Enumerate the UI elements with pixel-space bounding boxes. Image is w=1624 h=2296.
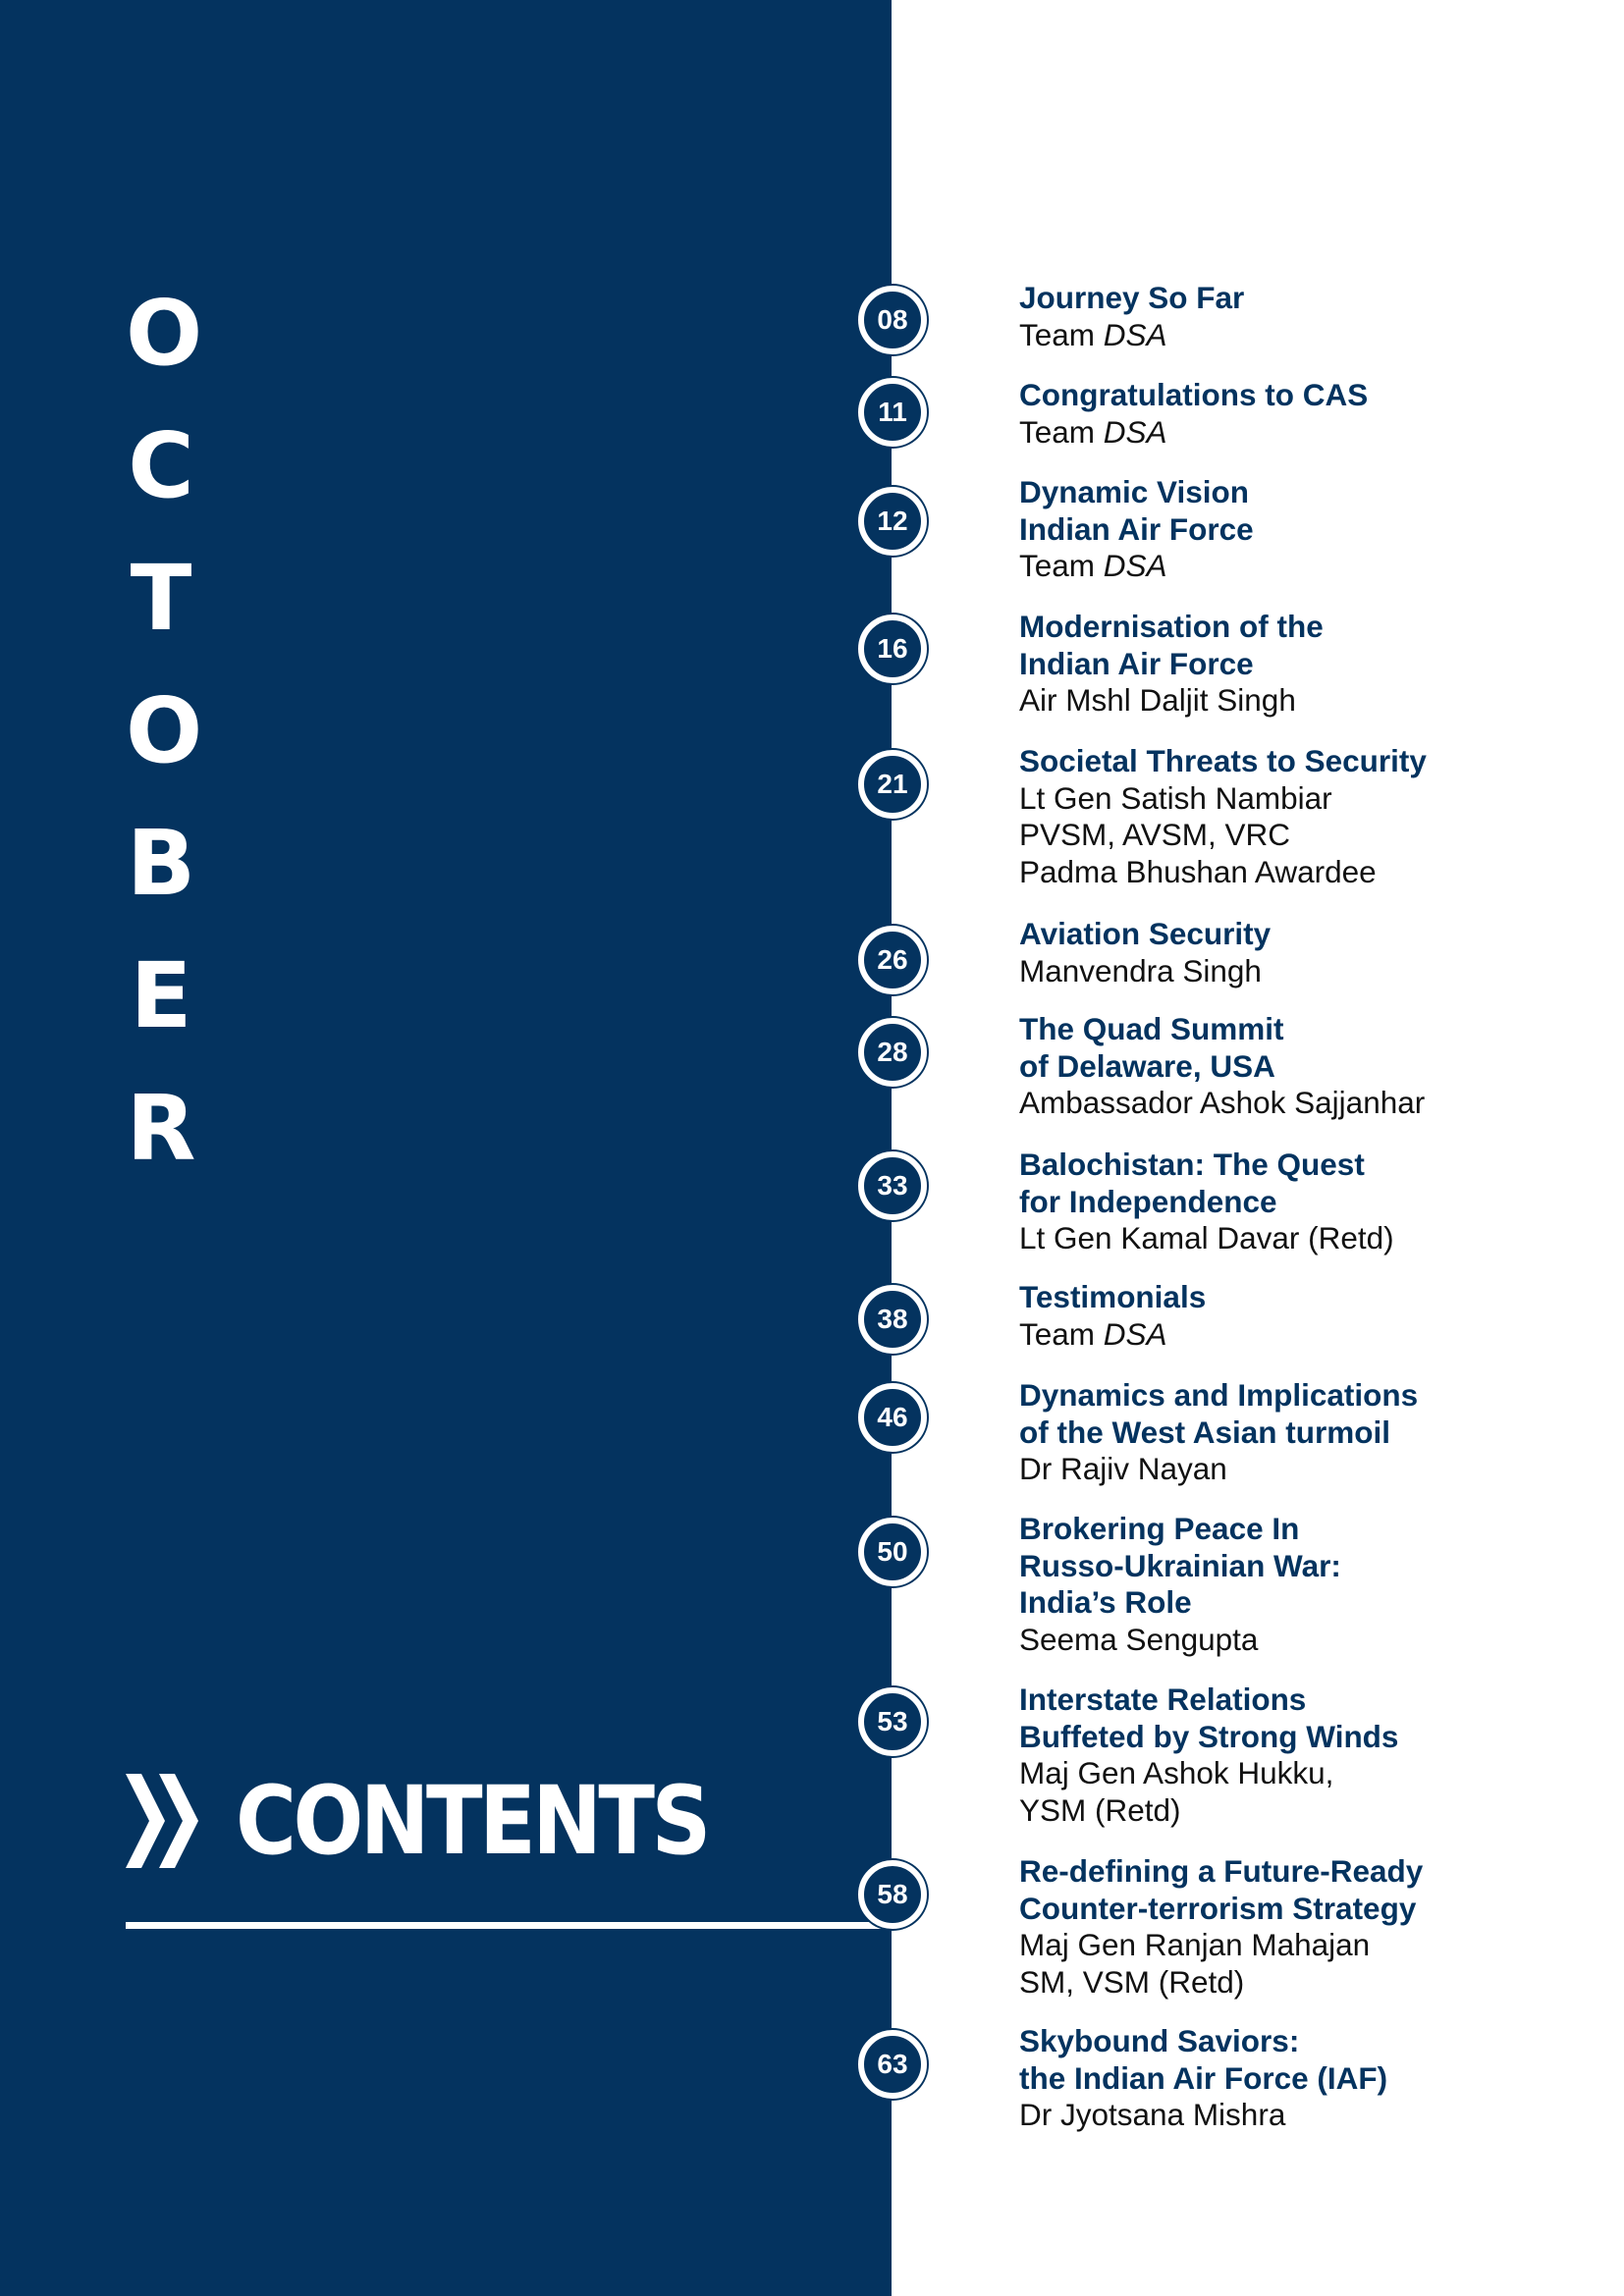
article-title: India’s Role	[1019, 1584, 1192, 1620]
article-title: Counter-terrorism Strategy	[1019, 1890, 1417, 1926]
toc-entry[interactable]	[1019, 609, 1608, 720]
article-title: Brokering Peace In	[1019, 1511, 1300, 1546]
month-letter: O	[126, 678, 203, 783]
article-title: Dynamics and Implications	[1019, 1377, 1419, 1413]
author-text: Ambassador Ashok Sajjanhar	[1019, 1085, 1426, 1120]
page-number-badge: 58	[858, 1860, 927, 1929]
author-text: Padma Bhushan Awardee	[1019, 853, 1377, 889]
article-title: Dynamic Vision	[1019, 474, 1250, 509]
article-author	[1019, 953, 1608, 990]
article-author	[1019, 682, 1608, 720]
article-title: The Quad Summit	[1019, 1011, 1284, 1046]
article-author	[1019, 854, 1608, 891]
article-title: Journey So Far	[1019, 280, 1245, 315]
contents-title: CONTENTS	[236, 1766, 708, 1876]
publication-name: DSA	[1103, 316, 1167, 352]
author-text: YSM (Retd)	[1019, 1791, 1181, 1828]
article-author	[1019, 780, 1608, 818]
month-letter: C	[128, 413, 194, 518]
article-author	[1019, 1220, 1608, 1257]
month-letter: R	[126, 1076, 196, 1181]
article-title: Balochistan: The Quest	[1019, 1147, 1365, 1182]
article-author	[1019, 1451, 1608, 1488]
article-title: Aviation Security	[1019, 916, 1272, 951]
page-number-badge: 38	[858, 1285, 927, 1354]
article-title: for Independence	[1019, 1183, 1277, 1219]
toc-entry[interactable]	[1019, 1682, 1608, 1829]
page-number-badge: 21	[858, 750, 927, 819]
page-number-badge: 16	[858, 614, 927, 683]
toc-entry[interactable]	[1019, 916, 1608, 989]
article-title: Russo-Ukrainian War:	[1019, 1547, 1341, 1583]
author-text: Manvendra Singh	[1019, 952, 1262, 988]
author-text: Maj Gen Ranjan Mahajan	[1019, 1927, 1371, 1962]
page-number-badge: 50	[858, 1518, 927, 1586]
article-author	[1019, 1755, 1608, 1792]
article-title: Modernisation of the	[1019, 609, 1324, 644]
author-text: Team	[1019, 1315, 1104, 1352]
article-author	[1019, 817, 1608, 854]
toc-entry[interactable]	[1019, 743, 1608, 890]
article-title: Interstate Relations	[1019, 1682, 1307, 1717]
author-text: Lt Gen Satish Nambiar	[1019, 779, 1332, 816]
author-text: Dr Jyotsana Mishra	[1019, 2097, 1286, 2132]
publication-name: DSA	[1103, 1315, 1167, 1352]
article-title: Testimonials	[1019, 1279, 1207, 1314]
article-author	[1019, 1792, 1608, 1830]
author-text: Team	[1019, 413, 1104, 450]
toc-entry[interactable]	[1019, 474, 1608, 585]
article-title: of Delaware, USA	[1019, 1047, 1275, 1084]
page-number-badge: 46	[858, 1383, 927, 1452]
author-text: PVSM, AVSM, VRC	[1019, 817, 1290, 852]
author-text: Lt Gen Kamal Davar (Retd)	[1019, 1220, 1394, 1255]
article-title: Indian Air Force	[1019, 510, 1254, 547]
author-text: Team	[1019, 316, 1104, 352]
article-title: Societal Threats to Security	[1019, 743, 1427, 778]
article-author	[1019, 1622, 1608, 1659]
toc-entry[interactable]	[1019, 2023, 1608, 2134]
page-number-badge: 11	[858, 378, 927, 447]
month-letter: E	[130, 943, 192, 1048]
toc-entry[interactable]	[1019, 1853, 1608, 2001]
article-author	[1019, 1927, 1608, 1964]
page-number-badge: 28	[858, 1018, 927, 1087]
author-text: SM, VSM (Retd)	[1019, 1963, 1245, 2000]
author-text: Seema Sengupta	[1019, 1621, 1259, 1657]
month-letter: B	[126, 811, 196, 916]
author-text: Team	[1019, 548, 1104, 583]
article-title: Buffeted by Strong Winds	[1019, 1718, 1399, 1754]
author-text: Air Mshl Daljit Singh	[1019, 682, 1296, 718]
toc-entry[interactable]	[1019, 1147, 1608, 1257]
page-number-badge: 26	[858, 926, 927, 994]
page-number-badge: 08	[858, 286, 927, 354]
page-number-badge: 63	[858, 2030, 927, 2099]
page-number-badge: 12	[858, 487, 927, 556]
article-author	[1019, 2097, 1608, 2134]
author-text: Maj Gen Ashok Hukku,	[1019, 1755, 1334, 1790]
page-number-badge: 33	[858, 1151, 927, 1220]
article-author	[1019, 1316, 1608, 1354]
toc-entry[interactable]	[1019, 1279, 1608, 1353]
article-author	[1019, 1085, 1608, 1122]
publication-name: DSA	[1103, 548, 1167, 583]
month-letter: T	[130, 546, 192, 651]
month-letter: O	[126, 281, 203, 386]
toc-entry[interactable]	[1019, 1511, 1608, 1658]
article-author	[1019, 414, 1608, 452]
article-title: Skybound Saviors:	[1019, 2023, 1300, 2058]
toc-entry[interactable]	[1019, 1011, 1608, 1122]
toc-entry[interactable]	[1019, 280, 1608, 353]
article-author	[1019, 317, 1608, 354]
article-title: the Indian Air Force (IAF)	[1019, 2059, 1388, 2096]
article-title: Congratulations to CAS	[1019, 377, 1369, 412]
toc-entry[interactable]	[1019, 377, 1608, 451]
publication-name: DSA	[1103, 413, 1167, 450]
page-number-badge: 53	[858, 1687, 927, 1756]
article-title: Re-defining a Future-Ready	[1019, 1853, 1424, 1889]
article-author	[1019, 1964, 1608, 2002]
article-title: Indian Air Force	[1019, 645, 1254, 681]
article-author	[1019, 548, 1608, 585]
author-text: Dr Rajiv Nayan	[1019, 1451, 1227, 1486]
article-title: of the West Asian turmoil	[1019, 1414, 1391, 1450]
toc-entry[interactable]	[1019, 1377, 1608, 1488]
